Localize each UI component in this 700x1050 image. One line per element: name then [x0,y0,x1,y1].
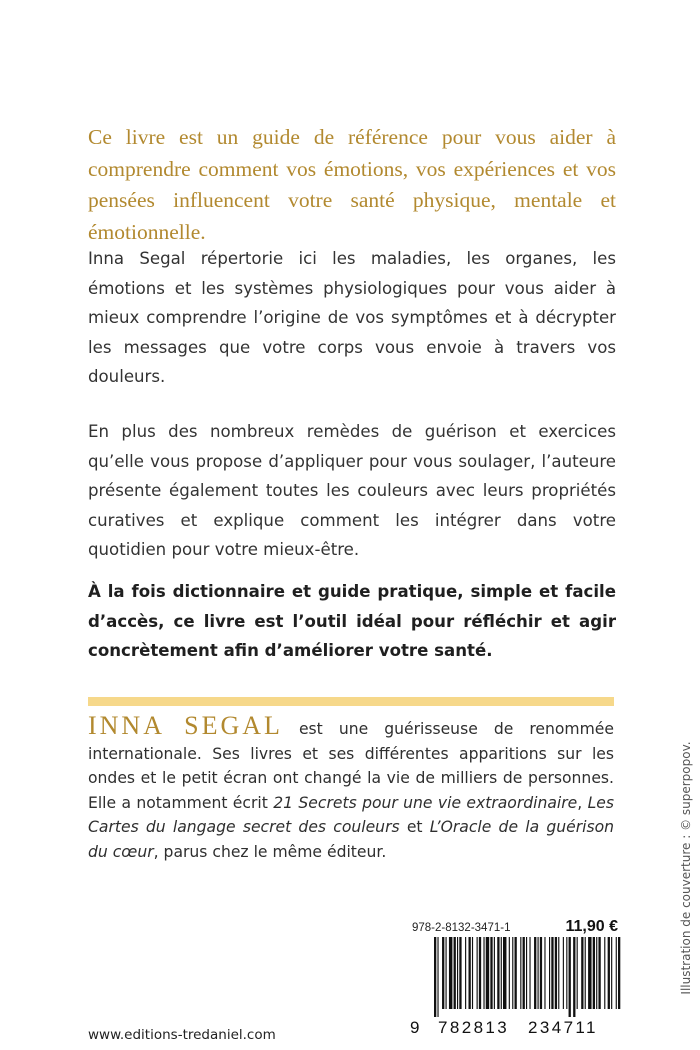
barcode-bar [534,937,536,1009]
bio-sep-1: , [577,793,588,812]
barcode-bar [569,937,571,1017]
book-title-1: 21 Secrets pour une vie extraordinaire [273,793,578,812]
barcode-bar [598,937,600,1009]
barcode-bar [454,937,456,1009]
barcode-bar [616,937,617,1009]
barcode-bar [486,937,489,1009]
bio-text-1: est une guérisseuse de renommée internationale. Ses livres et ses différentes apparitions sur les ondes et le petit écran ont changé la vie de milliers de personnes. Elle a notamment écrit [88,720,614,812]
barcode-bar [558,937,559,1009]
barcode-bar [604,937,605,1009]
bio-text-2: , parus chez le même éditeur. [153,842,387,861]
barcode-bar [544,937,545,1009]
barcode-bar [523,937,525,1009]
barcode-bar [503,937,506,1009]
barcode-bar [611,937,612,1009]
barcode-bar [472,937,473,1009]
publisher-website[interactable]: www.editions-tredaniel.com [88,1027,276,1043]
barcode-bar [477,937,478,1009]
barcode-bar [465,937,466,1009]
barcode-bar [585,937,586,1009]
barcode-bar [457,937,458,1009]
description-paragraph-1: Inna Segal répertorie ici les maladies, les organes, les émotions et les systèmes physiologiques pour vous aider à mieux comprendre l’origine de vos symptômes et à décrypter les messages que votre corps vous envoie à travers vos douleurs. [88,249,616,387]
intro-paragraph: Ce livre est un guide de référence pour vous aider à comprendre comment vos émotions, vos expériences et vos pensées influencent votre santé physique, mentale et émotionnelle. [88,125,616,244]
barcode-bar [446,937,447,1009]
barcode-digit-group-2: 234711 [528,1018,598,1037]
barcode-bar [494,937,495,1009]
barcode-bar [479,937,481,1009]
barcode-bar [442,937,444,1009]
barcode-bar [581,937,583,1009]
divider-bar [88,697,614,706]
barcode-bar [469,937,471,1009]
description-paragraph-2: En plus des nombreux remèdes de guérison et exercices qu’elle vous propose d’appliquer pour vous soulager, l’auteure présente également toutes les couleurs avec leurs propriétés curatives et explique comment les intégrer dans votre quotidien pour votre mieux-être. [88,422,616,560]
barcode-bar [596,937,597,1009]
barcode-bar [618,937,620,1009]
barcode-bar [551,937,553,1009]
barcode-bar [526,937,527,1009]
book-title-2: Les Cartes du langage secret des couleurs [88,793,614,836]
barcode-bar [538,937,539,1009]
barcode-bar [515,937,517,1009]
barcode-bar [555,937,557,1009]
barcode [410,937,622,1017]
barcode-bar [501,937,502,1009]
barcode-bar [520,937,521,1009]
barcode-bar [593,937,595,1009]
bio-sep-2: et [399,818,430,836]
book-title-3: L’Oracle de la guérison du cœur [88,818,615,861]
isbn-number: 978-2-8132-3471-1 [412,922,511,934]
barcode-bar [563,937,564,1009]
barcode-bar [573,937,575,1017]
author-name: INNA SEGAL [88,711,283,740]
barcode-bar [509,937,510,1009]
barcode-bar [497,937,499,1009]
summary-paragraph: À la fois dictionnaire et guide pratique, simple et facile d’accès, ce livre est l’outil idéal pour réfléchir et agir concrètement afin d’améliorer votre santé. [88,582,616,661]
barcode-bar [540,937,542,1009]
barcode-bar [449,937,452,1009]
barcode-digit-group-1: 782813 [438,1018,510,1037]
barcode-bar [459,937,461,1009]
barcode-bar [608,937,610,1009]
barcode-bar [512,937,513,1009]
barcode-bar [437,937,438,1017]
barcode-bar [549,937,550,1009]
author-bio [88,711,615,864]
barcode-bar [434,937,436,1017]
barcode-first-digit: 9 [410,1018,420,1037]
barcode-bar [577,937,578,1009]
barcode-bar [490,937,492,1009]
cover-credit: Illustration de couverture : © superpopov. [679,741,693,995]
barcode-bar [483,937,484,1009]
barcode-bar [566,937,567,1009]
barcode-bar [588,937,591,1009]
barcode-bar [529,937,530,1009]
price: 11,90 € [565,918,618,935]
